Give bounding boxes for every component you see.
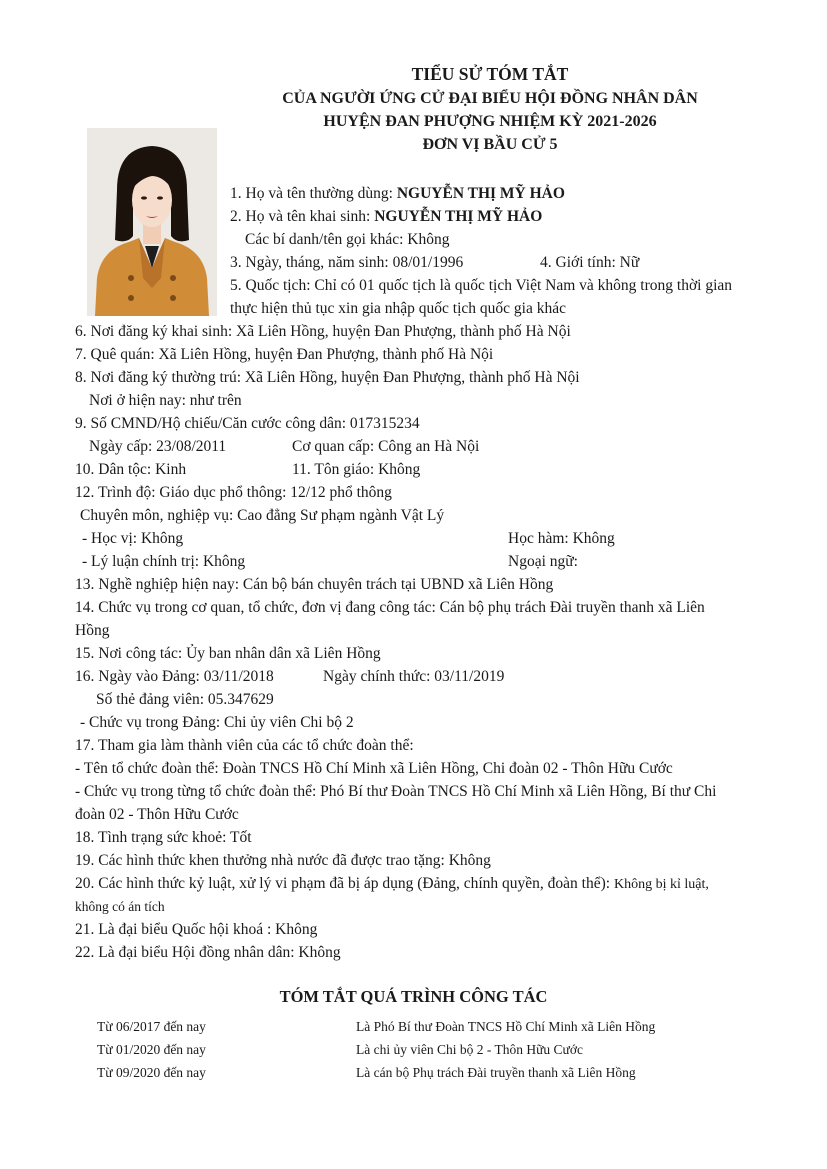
field-organization-name: - Tên tổ chức đoàn thể: Đoàn TNCS Hồ Chí Minh xã Liên Hồng, Chi đoàn 02 - Thôn Hữu Cước: [75, 760, 673, 777]
field-people-council: 22. Là đại biểu Hội đồng nhân dân: Không: [75, 944, 341, 961]
field-academic-degree: - Học vị: Không: [82, 530, 184, 547]
document-subtitle-3: ĐƠN VỊ BẦU CỬ 5: [422, 136, 558, 153]
field-position-cont: Hồng: [75, 622, 110, 639]
field-academic-title: Học hàm: Không: [508, 530, 615, 547]
work-history-period: Từ 09/2020 đến nay: [97, 1065, 206, 1080]
work-history-period: Từ 01/2020 đến nay: [97, 1042, 206, 1057]
field-party-card-number: Số thẻ đảng viên: 05.347629: [96, 691, 274, 708]
field-party-official-date: Ngày chính thức: 03/11/2019: [323, 668, 505, 685]
field-permanent-residence: 8. Nơi đăng ký thường trú: Xã Liên Hồng, huyện Đan Phượng, thành phố Hà Nội: [75, 369, 580, 386]
field-party-position: - Chức vụ trong Đảng: Chi ủy viên Chi bộ 2: [80, 714, 354, 731]
field-aliases: Các bí danh/tên gọi khác: Không: [245, 231, 450, 248]
portrait-photo: [87, 128, 217, 316]
field-awards: 19. Các hình thức khen thưởng nhà nước đã được trao tặng: Không: [75, 852, 491, 869]
person-birth-name: NGUYỄN THỊ MỸ HẢO: [374, 208, 543, 225]
field-organization-role-cont: đoàn 02 - Thôn Hữu Cước: [75, 806, 239, 823]
field-religion: 11. Tôn giáo: Không: [292, 461, 421, 478]
field-label: 2. Họ và tên khai sinh:: [230, 208, 375, 225]
field-foreign-language: Ngoại ngữ:: [508, 553, 578, 570]
field-nationality-cont: thực hiện thủ tục xin gia nhập quốc tịch quốc gia khác: [230, 300, 566, 317]
field-id-issuer: Cơ quan cấp: Công an Hà Nội: [292, 438, 480, 455]
field-ethnicity: 10. Dân tộc: Kinh: [75, 461, 187, 478]
field-common-name: [230, 184, 565, 204]
field-party-join-date: 16. Ngày vào Đảng: 03/11/2018: [75, 668, 274, 685]
document-title: TIỂU SỬ TÓM TẮT: [411, 64, 569, 84]
work-history-title: TÓM TẮT QUÁ TRÌNH CÔNG TÁC: [279, 987, 548, 1006]
document-subtitle-2: HUYỆN ĐAN PHƯỢNG NHIỆM KỲ 2021-2026: [323, 113, 657, 130]
field-date-of-birth: 3. Ngày, tháng, năm sinh: 08/01/1996: [230, 254, 464, 271]
discipline-value: Không bị kỉ luật,: [613, 877, 709, 892]
field-specialty: Chuyên môn, nghiệp vụ: Cao đẳng Sư phạm ngành Vật Lý: [80, 507, 445, 524]
work-history-desc: Là chi ủy viên Chi bộ 2 - Thôn Hữu Cước: [356, 1042, 583, 1057]
field-education: 12. Trình độ: Giáo dục phổ thông: 12/12 phổ thông: [75, 484, 392, 501]
field-occupation: 13. Nghề nghiệp hiện nay: Cán bộ bán chuyên trách tại UBND xã Liên Hồng: [75, 576, 554, 593]
field-nationality: 5. Quốc tịch: Chỉ có 01 quốc tịch là quốc tịch Việt Nam và không trong thời gian: [230, 277, 733, 294]
document-subtitle-1: CỦA NGƯỜI ỨNG CỬ ĐẠI BIỂU HỘI ĐỒNG NHÂN DÂN: [282, 90, 698, 107]
field-label: 1. Họ và tên thường dùng:: [230, 185, 397, 202]
field-discipline: [75, 874, 709, 895]
field-organizations: 17. Tham gia làm thành viên của các tổ chức đoàn thể:: [75, 737, 414, 754]
field-birth-name: [230, 207, 542, 227]
field-discipline-cont: không có án tích: [75, 899, 165, 914]
field-gender: 4. Giới tính: Nữ: [540, 254, 640, 271]
field-hometown: 7. Quê quán: Xã Liên Hồng, huyện Đan Phượng, thành phố Hà Nội: [75, 346, 494, 363]
field-position: 14. Chức vụ trong cơ quan, tổ chức, đơn vị đang công tác: Cán bộ phụ trách Đài truyền thanh xã Liên: [75, 599, 705, 616]
field-national-assembly: 21. Là đại biểu Quốc hội khoá : Không: [75, 921, 318, 938]
field-health: 18. Tình trạng sức khoẻ: Tốt: [75, 829, 252, 846]
work-history-period: Từ 06/2017 đến nay: [97, 1019, 206, 1034]
field-political-theory: - Lý luận chính trị: Không: [82, 553, 246, 570]
field-id-number: 9. Số CMND/Hộ chiếu/Căn cước công dân: 017315234: [75, 415, 420, 432]
person-common-name: NGUYỄN THỊ MỸ HẢO: [396, 185, 565, 202]
work-history-desc: Là Phó Bí thư Đoàn TNCS Hồ Chí Minh xã Liên Hồng: [356, 1019, 656, 1034]
field-label: 20. Các hình thức kỷ luật, xử lý vi phạm đã bị áp dụng (Đảng, chính quyền, đoàn thể):: [75, 875, 614, 892]
field-organization-role: - Chức vụ trong từng tổ chức đoàn thể: Phó Bí thư Đoàn TNCS Hồ Chí Minh xã Liên Hồng, Bí thư Chi: [75, 783, 717, 800]
field-workplace: 15. Nơi công tác: Ủy ban nhân dân xã Liên Hồng: [75, 645, 381, 662]
field-birth-registration: 6. Nơi đăng ký khai sinh: Xã Liên Hồng, huyện Đan Phượng, thành phố Hà Nội: [75, 323, 571, 340]
field-id-issue-date: Ngày cấp: 23/08/2011: [89, 438, 227, 455]
work-history-desc: Là cán bộ Phụ trách Đài truyền thanh xã Liên Hồng: [356, 1065, 636, 1080]
field-current-residence: Nơi ở hiện nay: như trên: [89, 392, 242, 409]
